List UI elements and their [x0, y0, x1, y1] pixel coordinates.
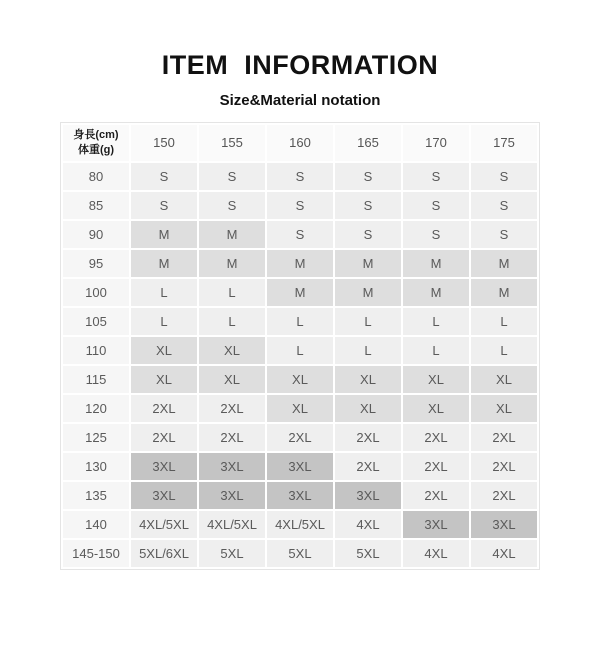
- size-cell: M: [335, 279, 401, 306]
- size-cell: M: [267, 279, 333, 306]
- size-cell: XL: [267, 395, 333, 422]
- size-cell: L: [403, 308, 469, 335]
- size-cell: 4XL: [471, 540, 537, 567]
- size-cell: 3XL: [199, 482, 265, 509]
- size-cell: XL: [471, 366, 537, 393]
- size-cell: 2XL: [267, 424, 333, 451]
- size-cell: S: [403, 192, 469, 219]
- size-cell: XL: [199, 337, 265, 364]
- row-label-85: 85: [63, 192, 129, 219]
- size-cell: M: [471, 279, 537, 306]
- table-row: [63, 482, 537, 509]
- size-cell: XL: [131, 366, 197, 393]
- size-cell: 4XL: [335, 511, 401, 538]
- size-cell: 2XL: [199, 395, 265, 422]
- size-cell: 3XL: [267, 453, 333, 480]
- table-row: [63, 540, 537, 567]
- size-cell: 3XL: [199, 453, 265, 480]
- corner-header: 身長(cm) 体重(g): [63, 125, 129, 161]
- size-cell: L: [267, 308, 333, 335]
- size-cell: L: [131, 279, 197, 306]
- size-cell: 4XL: [403, 540, 469, 567]
- item-information-page: [0, 52, 600, 570]
- size-cell: L: [335, 337, 401, 364]
- size-cell: M: [471, 250, 537, 277]
- size-cell: XL: [267, 366, 333, 393]
- table-row: [63, 192, 537, 219]
- size-cell: 2XL: [403, 482, 469, 509]
- table-row: [63, 308, 537, 335]
- table-row: [63, 424, 537, 451]
- page-title: ITEM INFORMATION: [161, 50, 439, 80]
- size-cell: L: [131, 308, 197, 335]
- row-label-120: 120: [63, 395, 129, 422]
- size-cell: S: [471, 192, 537, 219]
- size-cell: 2XL: [471, 482, 537, 509]
- row-label-135: 135: [63, 482, 129, 509]
- row-label-125: 125: [63, 424, 129, 451]
- size-cell: 3XL: [131, 453, 197, 480]
- size-cell: 2XL: [471, 424, 537, 451]
- col-header-175: 175: [471, 125, 537, 161]
- row-label-145-150: 145-150: [63, 540, 129, 567]
- size-cell: S: [267, 221, 333, 248]
- size-cell: XL: [335, 395, 401, 422]
- size-cell: S: [335, 163, 401, 190]
- size-cell: S: [403, 221, 469, 248]
- size-cell: S: [471, 163, 537, 190]
- size-cell: 4XL/5XL: [199, 511, 265, 538]
- size-cell: 3XL: [131, 482, 197, 509]
- size-cell: M: [199, 250, 265, 277]
- size-cell: 3XL: [471, 511, 537, 538]
- row-label-100: 100: [63, 279, 129, 306]
- size-cell: L: [267, 337, 333, 364]
- size-cell: L: [199, 279, 265, 306]
- table-row: [63, 366, 537, 393]
- size-cell: S: [403, 163, 469, 190]
- table-row: [63, 395, 537, 422]
- size-cell: M: [131, 221, 197, 248]
- size-cell: S: [131, 163, 197, 190]
- row-label-115: 115: [63, 366, 129, 393]
- col-header-165: 165: [335, 125, 401, 161]
- size-cell: 2XL: [403, 453, 469, 480]
- size-cell: 3XL: [403, 511, 469, 538]
- size-cell: 5XL/6XL: [131, 540, 197, 567]
- size-cell: M: [131, 250, 197, 277]
- col-header-155: 155: [199, 125, 265, 161]
- row-label-130: 130: [63, 453, 129, 480]
- size-cell: 5XL: [335, 540, 401, 567]
- size-cell: L: [199, 308, 265, 335]
- size-cell: XL: [131, 337, 197, 364]
- size-cell: 2XL: [131, 424, 197, 451]
- size-cell: S: [199, 192, 265, 219]
- size-cell: 3XL: [335, 482, 401, 509]
- size-cell: M: [403, 279, 469, 306]
- col-header-160: 160: [267, 125, 333, 161]
- size-cell: 3XL: [267, 482, 333, 509]
- size-cell: S: [267, 163, 333, 190]
- col-header-150: 150: [131, 125, 197, 161]
- row-label-80: 80: [63, 163, 129, 190]
- size-table-body: [63, 125, 537, 567]
- table-row: [63, 279, 537, 306]
- size-cell: M: [403, 250, 469, 277]
- size-cell: 2XL: [335, 424, 401, 451]
- size-cell: 2XL: [335, 453, 401, 480]
- page-subtitle: Size&Material notation: [219, 92, 381, 109]
- size-cell: S: [335, 192, 401, 219]
- size-table: [60, 122, 540, 570]
- size-cell: S: [267, 192, 333, 219]
- size-cell: 4XL/5XL: [131, 511, 197, 538]
- table-row: [63, 511, 537, 538]
- row-label-90: 90: [63, 221, 129, 248]
- size-cell: XL: [471, 395, 537, 422]
- size-cell: M: [335, 250, 401, 277]
- size-cell: 2XL: [199, 424, 265, 451]
- row-label-105: 105: [63, 308, 129, 335]
- size-cell: L: [471, 308, 537, 335]
- table-row: [63, 250, 537, 277]
- size-cell: M: [267, 250, 333, 277]
- row-label-140: 140: [63, 511, 129, 538]
- size-cell: 2XL: [403, 424, 469, 451]
- size-cell: 5XL: [199, 540, 265, 567]
- size-cell: 5XL: [267, 540, 333, 567]
- table-row: [63, 337, 537, 364]
- row-label-110: 110: [63, 337, 129, 364]
- size-cell: S: [199, 163, 265, 190]
- size-cell: 2XL: [131, 395, 197, 422]
- size-cell: 4XL/5XL: [267, 511, 333, 538]
- table-row: [63, 453, 537, 480]
- size-cell: S: [471, 221, 537, 248]
- size-cell: XL: [199, 366, 265, 393]
- col-header-170: 170: [403, 125, 469, 161]
- size-cell: XL: [403, 366, 469, 393]
- size-cell: L: [471, 337, 537, 364]
- size-cell: L: [335, 308, 401, 335]
- size-cell: M: [199, 221, 265, 248]
- table-row: [63, 163, 537, 190]
- size-cell: 2XL: [471, 453, 537, 480]
- row-label-95: 95: [63, 250, 129, 277]
- table-row: [63, 221, 537, 248]
- size-cell: S: [335, 221, 401, 248]
- size-cell: L: [403, 337, 469, 364]
- header-row: [63, 125, 537, 161]
- size-cell: XL: [403, 395, 469, 422]
- size-cell: S: [131, 192, 197, 219]
- size-cell: XL: [335, 366, 401, 393]
